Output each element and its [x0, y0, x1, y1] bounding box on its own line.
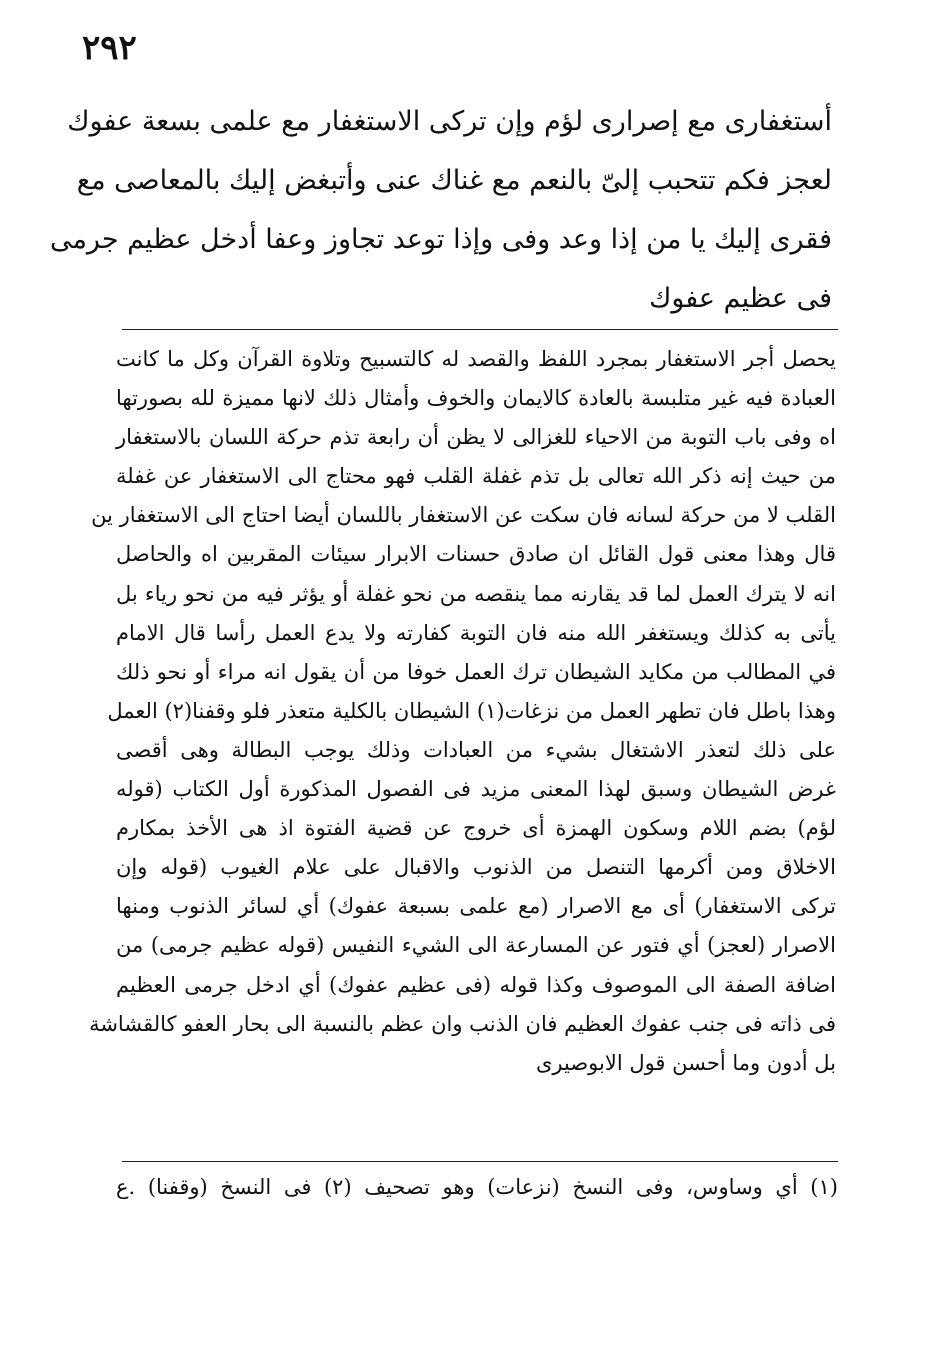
commentary-line: اضافة الصفة الى الموصوف وكذا قوله (فى عظيم عفوك) أي ادخل جرمى العظيم	[116, 972, 836, 997]
verse-line: أستغفارى مع إصرارى لؤم وإن تركى الاستغفار مع علمى بسعة عفوك	[67, 106, 832, 137]
commentary-line: الاصرار (لعجز) أي فتور عن المسارعة الى الشيء النفيس (قوله عظيم جرمى) من	[116, 933, 836, 958]
commentary-line: الاخلاق ومن أكرمها التنصل من الذنوب والاقبال على علام الغيوب (قوله وإن	[116, 855, 836, 880]
commentary-line: انه لا يترك العمل لما قد يقارنه مما ينقصه من نحو غفلة أو يؤثر فيه من نحو رياء بل	[116, 581, 836, 606]
section-divider	[122, 329, 838, 330]
commentary-line: من حيث إنه ذكر الله تعالى بل تذم غفلة القلب فهو محتاج الى الاستغفار عن غفلة	[116, 464, 836, 489]
commentary-line: اه وفى باب التوبة من الاحياء للغزالى لا يظن أن رابعة تذم حركة اللسان بالاستغفار	[116, 425, 836, 450]
commentary-text	[89, 340, 836, 1083]
footnote-divider	[122, 1161, 838, 1162]
commentary-line: على ذلك لتعذر الاشتغال بشيء من العبادات وذلك يوجب البطالة وهى أقصى	[116, 737, 836, 762]
commentary-line: بل أدون وما أحسن قول الابوصيرى	[535, 1050, 836, 1075]
footnote: (١) أي وساوس، وفى النسخ (نزعات) وهو تصحيف (٢) فى النسخ (وقفنا) .ع	[116, 1175, 838, 1199]
commentary-line: قال وهذا معنى قول القائل ان صادق حسنات الابرار سيئات المقربين اه والحاصل	[116, 542, 836, 567]
commentary-line: لؤم) بضم اللام وسكون الهمزة أى خروج عن قضية الفتوة اذ هى الأخذ بمكارم	[116, 816, 836, 841]
verse-line: فقرى إليك يا من إذا وعد وفى وإذا توعد تجاوز وعفا أدخل عظيم جرمى	[49, 224, 832, 255]
commentary-line: العبادة فيه غير متلبسة بالعادة كالايمان والخوف وأمثال ذلك لانها مميزة لله بصورتها	[116, 386, 836, 411]
commentary-line: في المطالب من مكايد الشيطان ترك العمل خوفا من أن يقول انه مراء أو نحو ذلك	[116, 659, 836, 684]
commentary-line: القلب لا من حركة لسانه فان سكت عن الاستغفار باللسان أيضا احتاج الى الاستغفار ين	[91, 503, 836, 528]
commentary-line: غرض الشيطان وسبق لهذا المعنى مزيد فى الفصول المذكورة أول الكتاب (قوله	[116, 777, 836, 802]
commentary-line: يحصل أجر الاستغفار بمجرد اللفظ والقصد له كالتسبيح وتلاوة القرآن وكل ما كانت	[116, 347, 836, 371]
verse-line: فى عظيم عفوك	[649, 283, 832, 314]
verse-line: لعجز فكم تتحبب إلىّ بالنعم مع غناك عنى وأتبغض إليك بالمعاصى مع	[76, 165, 832, 196]
page-number: ٢٩٢	[82, 28, 137, 68]
commentary-line: يأتى به كذلك ويستغفر الله منه فان التوبة كفارته ولا يدع العمل رأسا قال الامام	[116, 620, 836, 645]
commentary-line: تركى الاستغفار) أى مع الاصرار (مع علمى بسبعة عفوك) أي لسائر الذنوب ومنها	[116, 894, 836, 919]
commentary-line: فى ذاته فى جنب عفوك العظيم فان الذنب وان عظم بالنسبة الى بحار العفو كالقشاشة	[89, 1011, 836, 1036]
commentary-line: وهذا باطل فان تطهر العمل من نزغات(١) الشيطان بالكلية متعذر فلو وقفنا(٢) العمل	[107, 698, 836, 723]
vocalized-prayer-text	[49, 92, 832, 328]
